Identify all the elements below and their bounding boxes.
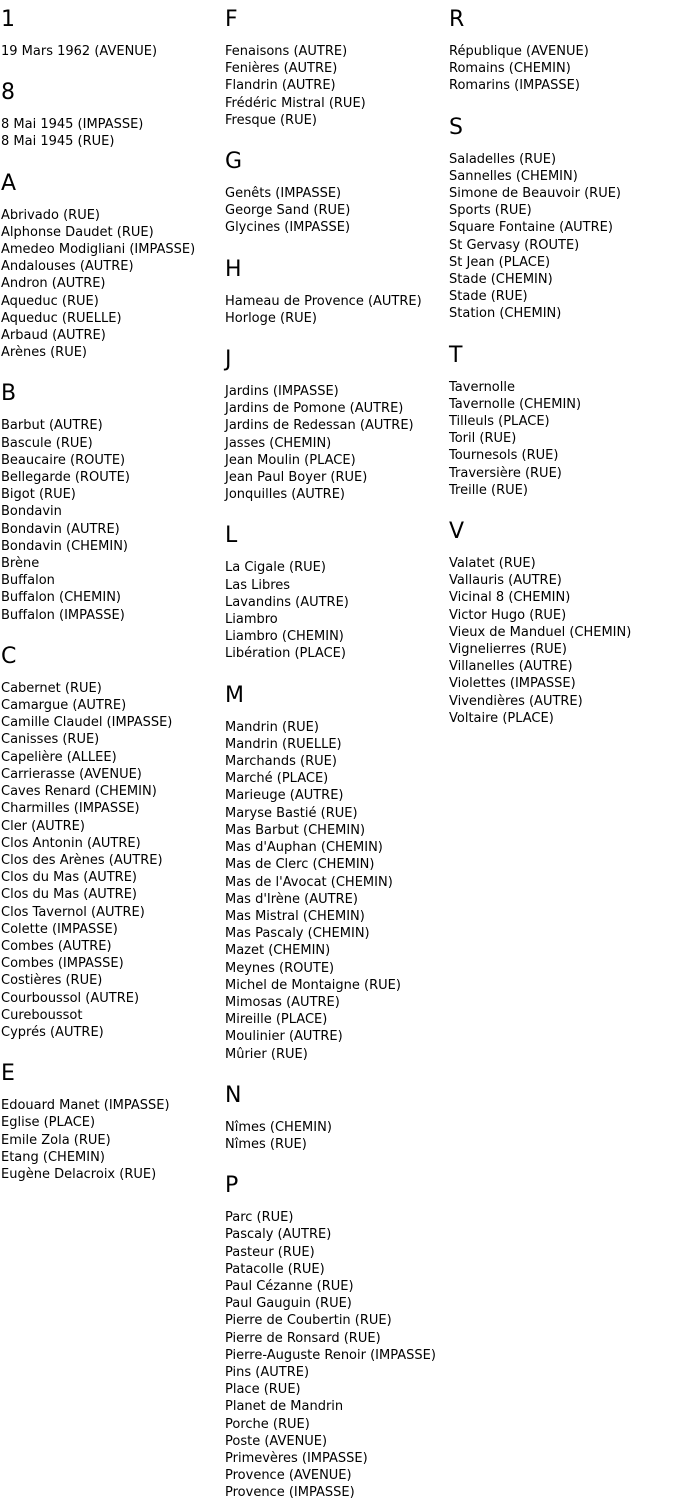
street-entry: Mandrin (RUE) (225, 719, 319, 735)
street-entry: Jardins de Pomone (AUTRE) (225, 401, 404, 417)
street-entry: Station (CHEMIN) (449, 306, 562, 322)
street-entry: Jonquilles (AUTRE) (225, 487, 345, 503)
section-heading: A (1, 170, 17, 196)
street-entry: Etang (CHEMIN) (1, 1149, 105, 1165)
street-entry: Tilleuls (PLACE) (449, 414, 550, 430)
street-entry: Beaucaire (ROUTE) (1, 452, 126, 468)
street-entry: Clos Tavernol (AUTRE) (1, 904, 145, 920)
street-list (1, 417, 225, 623)
street-list (225, 293, 449, 327)
street-entry: Costières (RUE) (1, 973, 103, 989)
street-entry: Nîmes (RUE) (225, 1136, 307, 1152)
street-entry: Fresque (RUE) (225, 112, 317, 128)
street-entry: St Gervasy (ROUTE) (449, 237, 580, 253)
street-entry: Poste (AVENUE) (225, 1433, 328, 1449)
street-entry: Bellegarde (ROUTE) (1, 470, 130, 486)
street-list (225, 185, 449, 237)
street-entry: Bascule (RUE) (1, 435, 93, 451)
street-entry: Mûrier (RUE) (225, 1046, 308, 1062)
street-entry: Mas Pascaly (CHEMIN) (225, 926, 370, 942)
index-section-c (1, 624, 225, 1041)
street-entry: Michel de Montaigne (RUE) (225, 977, 401, 993)
street-entry: St Jean (PLACE) (449, 254, 551, 270)
street-entry: Mas Mistral (CHEMIN) (225, 908, 365, 924)
section-heading: N (225, 1082, 242, 1108)
street-entry: Clos du Mas (AUTRE) (1, 887, 137, 903)
street-entry: Carrierasse (AVENUE) (1, 766, 142, 782)
column-2 (225, 0, 449, 1502)
street-entry: Barbut (AUTRE) (1, 418, 103, 434)
section-heading: F (225, 7, 238, 32)
street-entry: Canisses (RUE) (1, 732, 100, 748)
street-entry: Tavernolle (CHEMIN) (449, 396, 582, 412)
street-entry: Tavernolle (449, 379, 515, 395)
street-entry: Alphonse Daudet (RUE) (1, 224, 154, 240)
street-list (1, 207, 225, 362)
street-entry: Flandrin (AUTRE) (225, 78, 336, 94)
street-entry: Colette (IMPASSE) (1, 921, 118, 937)
street-list (449, 43, 673, 95)
column-3 (449, 0, 673, 727)
street-entry: Paul Gauguin (RUE) (225, 1296, 352, 1312)
street-entry: Mas de l'Avocat (CHEMIN) (225, 874, 393, 890)
street-entry: Arènes (RUE) (1, 345, 87, 361)
street-entry: Bondavin (CHEMIN) (1, 538, 128, 554)
street-list (1, 43, 225, 60)
street-entry: Romarins (IMPASSE) (449, 78, 580, 94)
street-entry: Combes (IMPASSE) (1, 956, 124, 972)
street-entry: Aqueduc (RUE) (1, 293, 99, 309)
street-entry: Mireille (PLACE) (225, 1012, 328, 1028)
index-section-m (225, 663, 449, 1063)
street-list (225, 43, 449, 129)
street-entry: Patacolle (RUE) (225, 1261, 325, 1277)
street-entry: Courboussol (AUTRE) (1, 990, 140, 1006)
street-entry: Moulinier (AUTRE) (225, 1029, 343, 1045)
street-entry: Camille Claudel (IMPASSE) (1, 715, 173, 731)
street-entry: Clos des Arènes (AUTRE) (1, 852, 163, 868)
index-section-r (449, 7, 673, 95)
section-heading: M (225, 682, 244, 708)
index-section-t (449, 323, 673, 499)
street-list (225, 559, 449, 662)
street-entry: Treille (RUE) (449, 482, 528, 498)
street-entry: Cabernet (RUE) (1, 680, 102, 696)
index-section-a (1, 151, 225, 362)
index-section-g (225, 129, 449, 237)
street-entry: Buffalon (CHEMIN) (1, 590, 122, 606)
street-entry: Eglise (PLACE) (1, 1115, 96, 1131)
street-list (449, 379, 673, 499)
street-entry: Frédéric Mistral (RUE) (225, 95, 366, 111)
street-entry: Sports (RUE) (449, 203, 532, 219)
street-entry: Vallauris (AUTRE) (449, 573, 562, 589)
street-entry: George Sand (RUE) (225, 203, 351, 219)
street-entry: 8 Mai 1945 (RUE) (1, 134, 115, 150)
section-heading: B (1, 381, 17, 407)
street-entry: Clos Antonin (AUTRE) (1, 835, 141, 851)
index-section-l (225, 503, 449, 662)
street-entry: Valatet (RUE) (449, 556, 536, 572)
section-heading: J (225, 347, 232, 373)
index-section-b (1, 361, 225, 623)
section-heading: H (225, 256, 242, 282)
street-entry: Camargue (AUTRE) (1, 698, 127, 714)
street-entry: Buffalon (1, 573, 55, 589)
street-entry: Maryse Bastié (RUE) (225, 805, 358, 821)
street-entry: Pins (AUTRE) (225, 1364, 310, 1380)
street-entry: Buffalon (IMPASSE) (1, 607, 125, 623)
section-heading: P (225, 1173, 239, 1199)
index-section-p (225, 1153, 449, 1501)
street-entry: Clos du Mas (AUTRE) (1, 870, 137, 886)
street-entry: Mazet (CHEMIN) (225, 943, 331, 959)
street-entry: Marieuge (AUTRE) (225, 788, 344, 804)
street-entry: Mas de Clerc (CHEMIN) (225, 857, 375, 873)
street-entry: Mimosas (AUTRE) (225, 994, 340, 1010)
street-entry: Stade (CHEMIN) (449, 272, 553, 288)
index-section-s (449, 95, 673, 323)
street-entry: Bondavin (1, 504, 62, 520)
street-entry: Jardins de Redessan (AUTRE) (225, 418, 414, 434)
index-section-v (449, 499, 673, 727)
street-entry: Voltaire (PLACE) (449, 710, 554, 726)
street-entry: Vignelierres (RUE) (449, 642, 567, 658)
street-list (1, 116, 225, 150)
section-heading: C (1, 643, 17, 669)
street-entry: Sannelles (CHEMIN) (449, 168, 578, 184)
street-entry: Parc (RUE) (225, 1210, 294, 1226)
section-heading: 1 (1, 7, 15, 32)
street-entry: Victor Hugo (RUE) (449, 607, 567, 623)
index-section-e (1, 1041, 225, 1183)
street-list (225, 383, 449, 503)
street-entry: Marchands (RUE) (225, 754, 337, 770)
street-entry: Meynes (ROUTE) (225, 960, 335, 976)
street-list (1, 680, 225, 1041)
street-entry: Emile Zola (RUE) (1, 1132, 111, 1148)
street-entry: Pascaly (AUTRE) (225, 1227, 332, 1243)
street-entry: Simone de Beauvoir (RUE) (449, 186, 621, 202)
street-entry: Villanelles (AUTRE) (449, 659, 573, 675)
street-entry: 8 Mai 1945 (IMPASSE) (1, 117, 144, 133)
street-entry: Paul Cézanne (RUE) (225, 1278, 354, 1294)
street-entry: Horloge (RUE) (225, 310, 317, 326)
section-heading: R (449, 7, 465, 32)
street-entry: Combes (AUTRE) (1, 938, 112, 954)
index-section-1 (1, 7, 225, 60)
street-entry: Jean Paul Boyer (RUE) (225, 470, 368, 486)
street-entry: Liambro (CHEMIN) (225, 629, 344, 645)
street-entry: Pasteur (RUE) (225, 1244, 315, 1260)
street-list (449, 555, 673, 727)
street-entry: Bigot (RUE) (1, 487, 76, 503)
street-list (225, 719, 449, 1063)
street-entry: Mas Barbut (CHEMIN) (225, 822, 366, 838)
street-entry: Provence (AVENUE) (225, 1468, 352, 1484)
street-entry: La Cigale (RUE) (225, 560, 326, 576)
street-entry: Pierre-Auguste Renoir (IMPASSE) (225, 1347, 436, 1363)
street-entry: Jasses (CHEMIN) (225, 435, 332, 451)
street-entry: Brène (1, 556, 40, 572)
street-entry: Primevères (IMPASSE) (225, 1450, 368, 1466)
index-section-n (225, 1063, 449, 1153)
street-entry: Andron (AUTRE) (1, 276, 106, 292)
street-entry: Marché (PLACE) (225, 771, 329, 787)
street-entry: Porche (RUE) (225, 1416, 310, 1432)
street-entry: Saladelles (RUE) (449, 151, 557, 167)
street-entry: Mas d'Auphan (CHEMIN) (225, 840, 383, 856)
street-entry: Liambro (225, 612, 278, 628)
street-entry: Fenaisons (AUTRE) (225, 44, 348, 59)
street-entry: Pierre de Ronsard (RUE) (225, 1330, 381, 1346)
street-entry: Amedeo Modigliani (IMPASSE) (1, 242, 196, 258)
street-entry: Cyprés (AUTRE) (1, 1024, 104, 1040)
street-list (225, 1209, 449, 1501)
street-entry: Arbaud (AUTRE) (1, 328, 106, 344)
street-entry: Bondavin (AUTRE) (1, 521, 120, 537)
street-entry: Pierre de Coubertin (RUE) (225, 1313, 392, 1329)
street-entry: Glycines (IMPASSE) (225, 220, 351, 236)
street-entry: Mas d'Irène (AUTRE) (225, 891, 358, 907)
index-section-j (225, 327, 449, 503)
street-entry: Cler (AUTRE) (1, 818, 85, 834)
street-entry: Traversière (RUE) (449, 465, 562, 481)
street-entry: Fenières (AUTRE) (225, 61, 338, 77)
street-entry: Vieux de Manduel (CHEMIN) (449, 624, 632, 640)
index-section-8 (1, 60, 225, 150)
street-entry: Charmilles (IMPASSE) (1, 801, 140, 817)
street-entry: Hameau de Provence (AUTRE) (225, 293, 422, 309)
street-entry: Vivendières (AUTRE) (449, 693, 583, 709)
section-heading: L (225, 523, 238, 549)
street-entry: Aqueduc (RUELLE) (1, 310, 122, 326)
street-entry: Toril (RUE) (449, 431, 517, 447)
street-entry: Tournesols (RUE) (449, 448, 559, 464)
street-entry: Square Fontaine (AUTRE) (449, 220, 613, 236)
street-entry: Caves Renard (CHEMIN) (1, 784, 157, 800)
street-entry: Stade (RUE) (449, 289, 528, 305)
street-entry: Las Libres (225, 577, 291, 593)
street-entry: Place (RUE) (225, 1382, 301, 1398)
street-entry: Edouard Manet (IMPASSE) (1, 1098, 170, 1114)
index-section-h (225, 237, 449, 327)
street-entry: Abrivado (RUE) (1, 207, 101, 223)
street-entry: Provence (IMPASSE) (225, 1485, 355, 1501)
street-list (1, 1097, 225, 1183)
section-heading: E (1, 1061, 15, 1087)
street-entry: Capelière (ALLEE) (1, 749, 117, 765)
street-entry: Andalouses (AUTRE) (1, 259, 134, 275)
section-heading: V (449, 519, 465, 545)
column-1 (1, 0, 225, 1183)
street-entry: Genêts (IMPASSE) (225, 186, 342, 202)
section-heading: S (449, 114, 463, 140)
street-entry: Jardins (IMPASSE) (225, 384, 339, 400)
street-entry: 19 Mars 1962 (AVENUE) (1, 44, 158, 59)
street-entry: Romains (CHEMIN) (449, 61, 571, 77)
street-entry: Eugène Delacroix (RUE) (1, 1166, 157, 1182)
index-section-f (225, 7, 449, 129)
street-list (449, 151, 673, 323)
street-entry: Mandrin (RUELLE) (225, 736, 342, 752)
street-entry: Nîmes (CHEMIN) (225, 1119, 332, 1135)
street-entry: Vicinal 8 (CHEMIN) (449, 590, 571, 606)
street-entry: Planet de Mandrin (225, 1399, 344, 1415)
street-entry: République (AVENUE) (449, 44, 589, 59)
street-entry: Libération (PLACE) (225, 646, 346, 662)
section-heading: G (225, 149, 243, 175)
section-heading: 8 (1, 80, 15, 106)
section-heading: T (449, 342, 463, 368)
street-entry: Jean Moulin (PLACE) (225, 452, 356, 468)
street-list (225, 1119, 449, 1153)
street-entry: Cureboussot (1, 1007, 83, 1023)
street-entry: Lavandins (AUTRE) (225, 594, 349, 610)
street-entry: Violettes (IMPASSE) (449, 676, 576, 692)
